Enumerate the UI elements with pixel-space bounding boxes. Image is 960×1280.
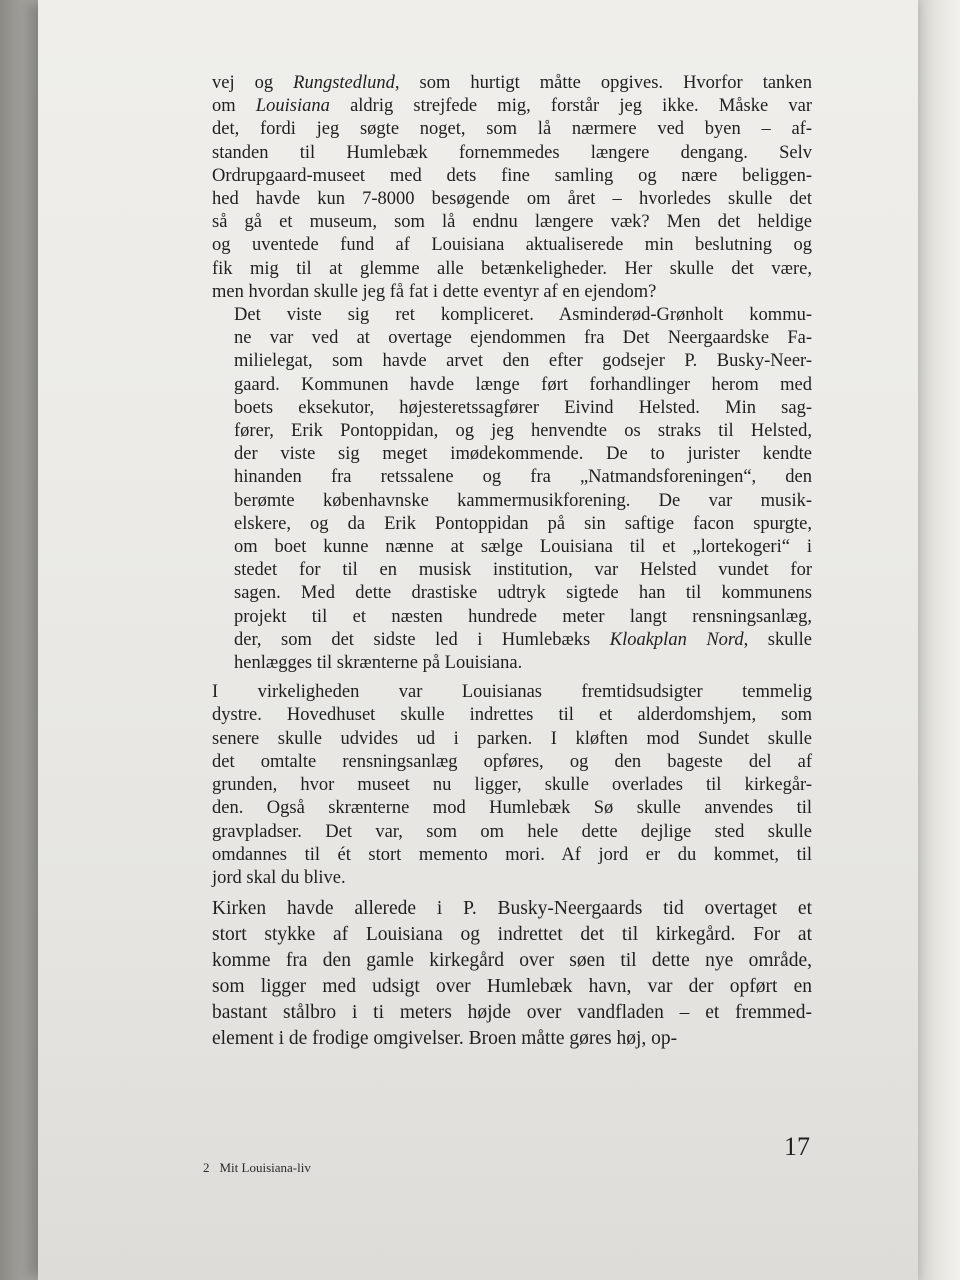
text-line	[234, 443, 812, 466]
text-segment: fik mig til at glemme alle betænkeligheder. Her skulle det være,	[212, 258, 812, 279]
text-segment: Kloakplan Nord	[609, 629, 744, 650]
text-line	[212, 234, 812, 257]
text-segment: sagen. Med dette drastiske udtryk sigtede han til kommunens	[234, 583, 812, 604]
text-segment: det omtalte rensningsanlæg opføres, og den bageste del af	[212, 751, 812, 772]
text-segment: omdannes til ét stort memento mori. Af jord er du kommet, til	[212, 844, 812, 865]
text-line	[212, 774, 812, 797]
text-segment: bastant stålbro i ti meters højde over vandfladen – et fremmed-	[212, 1002, 812, 1024]
text-line	[212, 797, 812, 820]
text-line	[234, 490, 812, 513]
text-line	[212, 72, 812, 95]
text-line	[234, 327, 812, 350]
text-segment: fører, Erik Pontoppidan, og jeg henvendte os straks til Helsted,	[234, 421, 812, 442]
text-line	[212, 681, 812, 704]
text-line	[234, 559, 812, 582]
text-segment: ne var ved at overtage ejendommen fra Det Neergaardske Fa-	[234, 328, 812, 349]
text-segment: komme fra den gamle kirkegård over søen til dette nye område,	[212, 950, 812, 972]
text-line	[234, 513, 812, 536]
text-segment: aldrig strejfede mig, forstår jeg ikke. Måske var	[329, 96, 813, 117]
text-segment: senere skulle udvides ud i parken. I kløften mod Sundet skulle	[212, 728, 812, 749]
text-line	[212, 165, 812, 188]
page-number: 17	[784, 1132, 810, 1161]
text-line	[212, 948, 812, 974]
text-line	[212, 704, 812, 727]
text-line	[212, 1026, 812, 1052]
text-line	[212, 281, 812, 304]
text-segment: I virkeligheden var Louisianas fremtidsudsigter temmelig	[212, 682, 812, 703]
text-segment: standen til Humlebæk fornemmedes længere dengang. Selv	[212, 142, 812, 163]
text-segment: gaard. Kommunen havde længe ført forhandlinger herom med	[234, 374, 812, 395]
text-line	[234, 606, 812, 629]
text-line	[212, 258, 812, 281]
text-segment: element i de frodige omgivelser. Broen måtte gøres høj, op-	[212, 1028, 678, 1050]
text-segment: stedet for til en musisk institution, var Helsted vundet for	[234, 560, 812, 581]
text-line	[212, 844, 812, 867]
text-segment: som ligger med udsigt over Humlebæk havn, var der opført en	[212, 976, 812, 998]
text-segment: det, fordi jeg søgte noget, som lå nærmere ved byen – af-	[212, 119, 812, 140]
text-segment: Kirken havde allerede i P. Busky-Neergaards tid overtaget et	[212, 898, 812, 920]
text-line	[212, 728, 812, 751]
text-line	[212, 922, 812, 948]
text-line	[234, 304, 812, 327]
text-segment: hinanden fra retssalene og fra „Natmandsforeningen“, den	[234, 467, 812, 488]
text-segment: gravpladser. Det var, som om hele dette dejlige sted skulle	[212, 821, 812, 842]
body-text	[212, 72, 812, 1052]
signature-number: 2	[203, 1160, 210, 1175]
text-segment: , som hurtigt måtte opgives. Hvorfor tanken	[394, 73, 813, 93]
text-segment: om boet kunne nænne at sælge Louisiana til et „lortekogeri“ i	[234, 537, 812, 558]
paragraph-4	[212, 896, 812, 1052]
text-line	[234, 536, 812, 559]
text-line	[234, 397, 812, 420]
text-line	[234, 420, 812, 443]
text-segment: milielegat, som havde arvet den efter godsejer P. Busky-Neer-	[234, 351, 812, 372]
text-segment: dystre. Hovedhuset skulle indrettes til et alderdomshjem, som	[212, 705, 812, 726]
text-segment: hed havde kun 7-8000 besøgende om året – hvorledes skulle det	[212, 189, 812, 210]
text-line	[234, 374, 812, 397]
text-line	[234, 466, 812, 489]
text-line	[212, 118, 812, 141]
text-segment: Ordrupgaard-museet med dets fine samling og nære beliggen-	[212, 165, 812, 186]
text-segment: grunden, hvor museet nu ligger, skulle overlades til kirkegår-	[212, 775, 812, 796]
text-line	[212, 1000, 812, 1026]
text-segment: elskere, og da Erik Pontoppidan på sin saftige facon spurgte,	[234, 513, 812, 534]
text-segment: stort stykke af Louisiana og indrettet det til kirkegård. For at	[212, 924, 812, 946]
text-segment: den. Også skrænterne mod Humlebæk Sø skulle anvendes til	[212, 798, 812, 819]
text-segment: henlægges til skrænterne på Louisiana.	[234, 653, 523, 674]
signature-title: Mit Louisiana-liv	[219, 1160, 311, 1175]
text-segment: Det viste sig ret kompliceret. Asminderød-Grønholt kommu-	[234, 305, 812, 326]
text-line	[234, 582, 812, 605]
text-line	[212, 821, 812, 844]
text-line	[212, 974, 812, 1000]
text-segment: Louisiana	[255, 96, 330, 117]
text-line	[212, 896, 812, 922]
text-segment: , skulle	[743, 629, 812, 650]
text-segment: og uventede fund af Louisiana aktualiserede min beslutning og	[212, 235, 812, 256]
text-segment: om	[212, 96, 256, 117]
signature-mark	[203, 1160, 311, 1176]
text-segment: berømte københavnske kammermusikforening. De var musik-	[234, 490, 812, 511]
text-segment: boets eksekutor, højesteretssagfører Eivind Helsted. Min sag-	[234, 397, 812, 418]
text-segment: vej og	[212, 73, 294, 93]
text-line	[212, 867, 812, 890]
text-segment: men hvordan skulle jeg få fat i dette eventyr af en ejendom?	[212, 281, 657, 302]
text-segment: der, som det sidste led i Humlebæks	[234, 629, 610, 650]
text-line	[212, 95, 812, 118]
paragraph-1	[212, 72, 812, 304]
text-line	[212, 751, 812, 774]
text-segment: jord skal du blive.	[212, 867, 346, 888]
text-line	[234, 350, 812, 373]
text-segment: Rungstedlund	[293, 73, 395, 93]
paragraph-2	[212, 304, 812, 675]
text-line	[234, 652, 812, 675]
text-line	[212, 142, 812, 165]
text-line	[212, 211, 812, 234]
text-line	[212, 188, 812, 211]
text-segment: så gå et museum, som lå endnu længere væk? Men det heldige	[212, 212, 812, 233]
text-line	[234, 629, 812, 652]
page-edge	[918, 0, 960, 1280]
text-segment: projekt til et næsten hundrede meter langt rensningsanlæg,	[234, 606, 812, 627]
text-segment: der viste sig meget imødekommende. De to jurister kendte	[234, 444, 812, 465]
paragraph-3	[212, 681, 812, 890]
